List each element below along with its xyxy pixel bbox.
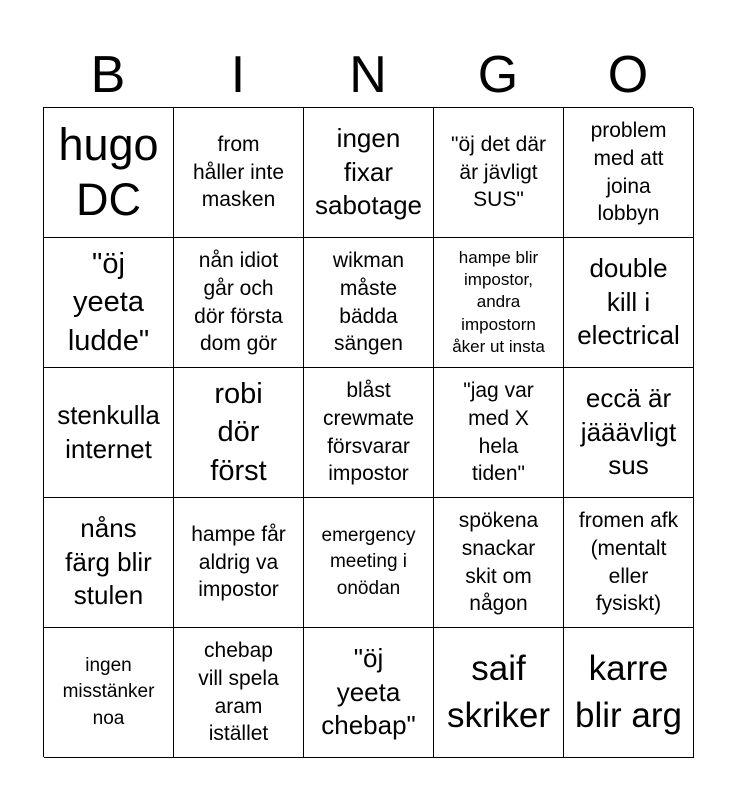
- cell-text: eccä är jääävligt sus: [580, 382, 677, 481]
- header-letter-i: I: [230, 46, 246, 104]
- bingo-cell[interactable]: [434, 108, 564, 238]
- header-letter-g: G: [477, 46, 519, 104]
- cell-text: "öj yeeta ludde": [67, 248, 150, 357]
- bingo-cell[interactable]: [564, 498, 694, 628]
- cell-text: hampe blir impostor, andra impostorn åker ut insta: [452, 248, 545, 356]
- bingo-cell[interactable]: [304, 628, 434, 758]
- cell-text: emergency meeting i onödan: [321, 525, 416, 599]
- bingo-cell[interactable]: [174, 498, 304, 628]
- bingo-cell[interactable]: [44, 108, 174, 238]
- bingo-cell[interactable]: [564, 238, 694, 368]
- cell-text: ingen fixar sabotage: [315, 122, 422, 221]
- bingo-cell[interactable]: [434, 238, 564, 368]
- bingo-grid: [43, 107, 693, 757]
- bingo-cell[interactable]: [564, 108, 694, 238]
- cell-text: hugo DC: [58, 118, 159, 225]
- bingo-header: [43, 44, 693, 106]
- header-letter-n: N: [349, 46, 387, 104]
- cell-text: hampe får aldrig va impostor: [191, 522, 286, 602]
- cell-text: spökena snackar skit om någon: [458, 509, 539, 616]
- bingo-cell[interactable]: [564, 368, 694, 498]
- cell-text: nåns färg blir stulen: [65, 512, 152, 611]
- bingo-cell[interactable]: [174, 628, 304, 758]
- cell-text: chebap vill spela aram istället: [198, 639, 279, 746]
- cell-text: wikman måste bädda sängen: [332, 249, 405, 356]
- bingo-cell[interactable]: [44, 368, 174, 498]
- cell-text: "jag var med X hela tiden": [463, 379, 534, 486]
- bingo-cell[interactable]: [434, 368, 564, 498]
- cell-text: "öj det där är jävligt SUS": [450, 132, 546, 212]
- bingo-cell[interactable]: [304, 368, 434, 498]
- cell-text: stenkulla internet: [57, 399, 160, 464]
- cell-text: nån idiot går och dör första dom gör: [194, 249, 283, 356]
- bingo-cell[interactable]: [174, 368, 304, 498]
- cell-text: ingen misstänker noa: [62, 655, 155, 729]
- bingo-cell[interactable]: [174, 238, 304, 368]
- bingo-cell[interactable]: [44, 238, 174, 368]
- bingo-cell[interactable]: [304, 238, 434, 368]
- bingo-cell[interactable]: [174, 108, 304, 238]
- bingo-cell[interactable]: [304, 108, 434, 238]
- bingo-cell[interactable]: [434, 498, 564, 628]
- bingo-cell[interactable]: [434, 628, 564, 758]
- cell-text: saif skriker: [446, 649, 551, 735]
- cell-text: double kill i electrical: [577, 252, 680, 351]
- bingo-cell[interactable]: [564, 628, 694, 758]
- header-letter-o: O: [607, 46, 649, 104]
- cell-text: "öj yeeta chebap": [321, 642, 416, 741]
- bingo-cell[interactable]: [304, 498, 434, 628]
- cell-text: from håller inte masken: [192, 132, 285, 212]
- cell-text: robi dör först: [210, 378, 267, 487]
- bingo-cell[interactable]: [44, 498, 174, 628]
- header-letter-b: B: [90, 46, 126, 104]
- cell-text: blåst crewmate försvarar impostor: [322, 379, 415, 486]
- cell-text: problem med att joina lobbyn: [590, 119, 667, 226]
- cell-text: fromen afk (mentalt eller fysiskt): [578, 509, 679, 616]
- cell-text: karre blir arg: [575, 649, 682, 735]
- bingo-cell[interactable]: [44, 628, 174, 758]
